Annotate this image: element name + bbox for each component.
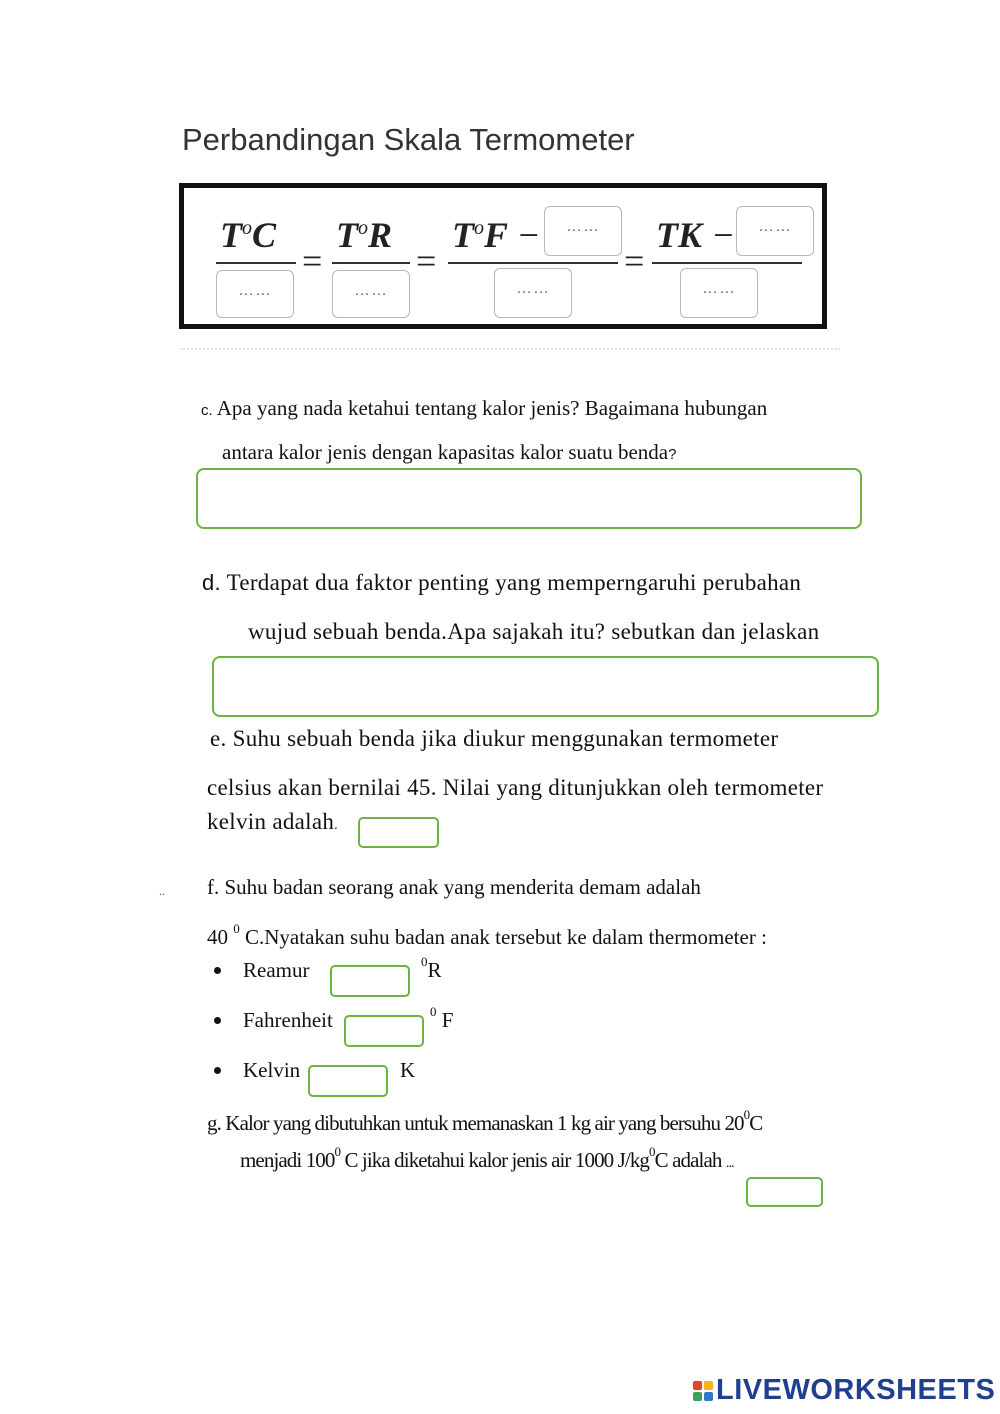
fraction-bar [216,262,296,264]
formula-term-kelvin: TK − [656,215,736,255]
question-e-line2: celsius akan bernilai 45. Nilai yang ditunjukkan oleh termometer [207,775,824,800]
question-e-line3: kelvin adalah. [207,809,338,834]
formula-title: Perbandingan Skala Termometer [182,122,635,157]
question-d-line1: d. Terdapat dua faktor penting yang memperngaruhi perubahan [202,570,802,595]
equals-sign: = [416,241,437,281]
fraction-bar [448,262,618,264]
fraction-bar [652,262,802,264]
item-fahrenheit-label: Fahrenheit [243,1008,333,1032]
item-reamur-label: Reamur [243,958,310,982]
equals-sign: = [624,241,645,281]
logo-grid-icon [693,1381,713,1401]
equals-sign: = [302,241,323,281]
question-g-line1: g. Kalor yang dibutuhkan untuk memanaskan 1 kg air yang bersuhu $20^0C$ [207,1107,763,1135]
item-fahrenheit-unit: $^0$ F [430,1004,454,1032]
denominator-kelvin-box: …… [680,268,758,318]
question-f-line2: 40 $^0$ C.Nyatakan suhu badan anak tersebut ke dalam thermometer : [207,921,767,949]
answer-e-input[interactable] [358,817,439,848]
fahrenheit-offset-box: …… [544,206,622,256]
answer-g-input[interactable] [746,1177,823,1207]
formula-term-reamur: $T^oR$ [336,215,393,255]
stray-mark: .. [159,884,165,898]
bullet-icon [214,967,221,974]
item-reamur-unit: $^0$R [421,954,442,982]
answer-reamur-input[interactable] [330,965,410,997]
formula-term-fahrenheit: $T^oF$ − [452,215,541,255]
question-c-line1: c. Apa yang nada ketahui tentang kalor jenis? Bagaimana hubungan [201,396,768,420]
bullet-icon [214,1067,221,1074]
answer-kelvin-input[interactable] [308,1065,388,1097]
question-f-line1: f. Suhu badan seorang anak yang menderita demam adalah [207,875,701,899]
answer-fahrenheit-input[interactable] [344,1015,424,1047]
formula-term-celsius: $T^oC$ [220,215,277,255]
item-kelvin-unit: K [400,1058,416,1082]
bullet-icon [214,1017,221,1024]
denominator-fahrenheit-box: …… [494,268,572,318]
denominator-celsius-box: …… [216,270,294,318]
logo-text: LIVEWORKSHEETS [716,1374,996,1406]
question-e-line1: e. Suhu sebuah benda jika diukur menggunakan termometer [210,726,779,751]
question-g-line2: menjadi $100^0$ C jika diketahui kalor jenis air 1000 $J/kg^0C$ adalah ... [240,1144,734,1172]
question-c-line2: antara kalor jenis dengan kapasitas kalor suatu benda? [222,440,677,464]
liveworksheets-logo [693,1374,995,1407]
denominator-reamur-box: …… [332,270,410,318]
divider [180,348,840,356]
item-kelvin-label: Kelvin [243,1058,301,1082]
answer-d-input[interactable] [212,656,879,717]
fraction-bar [332,262,410,264]
kelvin-offset-box: …… [736,206,814,256]
question-d-line2: wujud sebuah benda.Apa sajakah itu? sebutkan dan jelaskan [248,619,820,644]
answer-c-input[interactable] [196,468,862,529]
